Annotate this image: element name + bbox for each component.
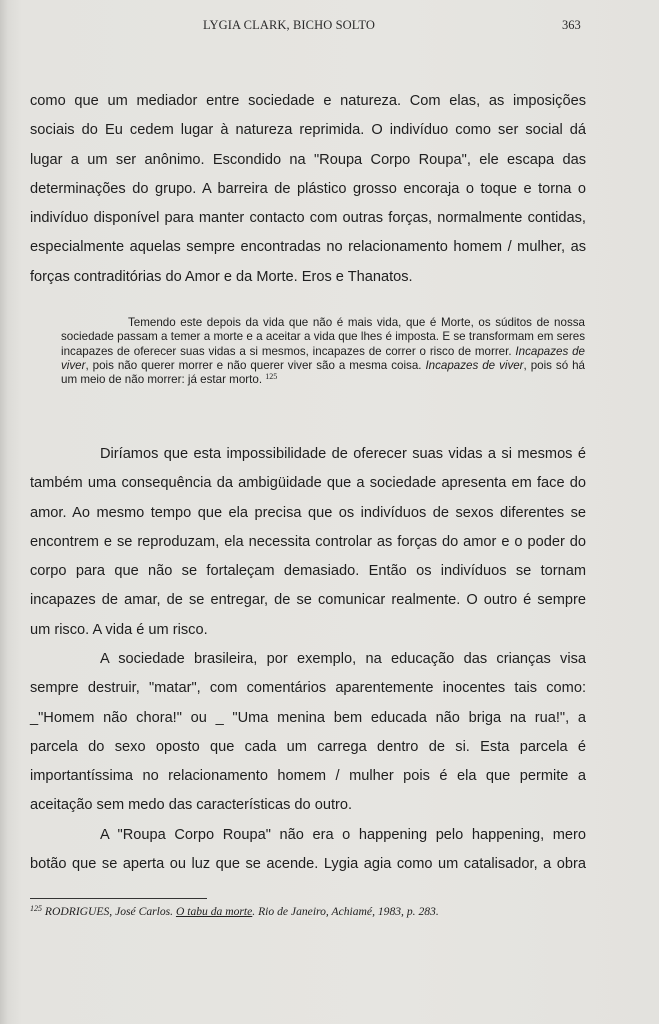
text-line: lugar a um ser anônimo. Escondido na "Roupa Corpo Roupa", ele escapa das bbox=[30, 151, 586, 168]
paragraph-4 bbox=[30, 821, 586, 880]
quote-text: , pois não querer morrer e não querer viver são a mesma coisa. bbox=[85, 358, 426, 372]
text-line: sociais do Eu cedem lugar à natureza reprimida. O indivíduo como ser social dá bbox=[30, 122, 586, 139]
text-line: Diríamos que esta impossibilidade de oferecer suas vidas a si mesmos é bbox=[100, 446, 586, 462]
text-line: parcela do sexo oposto que cada um carrega dentro de si. Esta parcela é bbox=[30, 738, 586, 755]
footnote-reference[interactable]: 125 bbox=[265, 372, 278, 382]
running-header bbox=[0, 16, 659, 38]
text-line: _"Homem não chora!" ou _ "Uma menina bem educada não briga na rua!", a bbox=[30, 709, 586, 726]
text-line: também uma consequência da ambigüidade que a sociedade apresenta em face do bbox=[30, 475, 586, 492]
footnote-author: RODRIGUES, José Carlos. bbox=[44, 905, 176, 918]
text-line: indivíduo disponível para manter contacto com outras forças, normalmente contidas, bbox=[30, 210, 586, 227]
text-line: como que um mediador entre sociedade e natureza. Com elas, as imposições bbox=[30, 93, 586, 109]
paragraph-1 bbox=[30, 87, 586, 292]
text-line: botão que se aperta ou luz que se acende. Lygia agia como um catalisador, a obra bbox=[30, 856, 586, 873]
text-line: forças contraditórias do Amor e da Morte. Eros e Thanatos. bbox=[30, 268, 413, 285]
footnote-divider bbox=[30, 898, 207, 899]
running-title: LYGIA CLARK, BICHO SOLTO bbox=[203, 18, 375, 32]
text-line: um risco. A vida é um risco. bbox=[30, 621, 208, 638]
footnote bbox=[30, 905, 590, 918]
text-line: A sociedade brasileira, por exemplo, na educação das crianças visa bbox=[100, 651, 586, 667]
paragraph-2 bbox=[30, 440, 586, 645]
text-line: amor. Ao mesmo tempo que ela precisa que os indivíduos de sexos diferentes se bbox=[30, 504, 586, 521]
quote-text: Temendo este depois da vida que não é mais vida, que é Morte, os súditos de nossa sociedade passam a temer a morte e a aceitar a vida que lhes é imposta. E se transformam em seres incapazes de oferecer suas vidas a si mesmos, incapazes de correr o risco de morrer. bbox=[61, 316, 585, 358]
text-line: sempre destruir, "matar", com comentários aparentemente inocentes tais como: bbox=[30, 680, 586, 697]
text-line: especialmente aquelas sempre encontradas no relacionamento homem / mulher, as bbox=[30, 239, 586, 256]
block-quote bbox=[61, 316, 585, 387]
footnote-title: O tabu da morte bbox=[175, 905, 253, 918]
paragraph-3 bbox=[30, 645, 586, 821]
text-line: incapazes de amar, de se entregar, de se comunicar realmente. O outro é sempre bbox=[30, 592, 586, 609]
page-number: 363 bbox=[562, 18, 581, 32]
footnote-details: . Rio de Janeiro, Achiamé, 1983, p. 283. bbox=[252, 905, 439, 918]
quote-text: , pois só há um meio de não morrer: já estar morto. bbox=[61, 358, 586, 387]
footnote-number: 125 bbox=[30, 904, 42, 913]
text-line: importantíssima no relacionamento homem / mulher pois é ela que permite a bbox=[30, 768, 586, 785]
text-line: A "Roupa Corpo Roupa" não era o happening pelo happening, mero bbox=[100, 827, 586, 843]
text-line: determinações do grupo. A barreira de plástico grosso encoraja o toque e torna o bbox=[30, 180, 586, 197]
text-line: aceitação sem medo das características do outro. bbox=[30, 797, 353, 814]
quote-emphasis: Incapazes de viver bbox=[61, 344, 585, 372]
text-line: corpo para que não se fortaleçam demasiado. Então os indivíduos se tornam bbox=[30, 563, 586, 580]
text-line: encontrem e se reproduzam, ela necessita controlar as forças do amor e o poder do bbox=[30, 533, 586, 550]
quote-emphasis: Incapazes de viver bbox=[425, 358, 524, 372]
